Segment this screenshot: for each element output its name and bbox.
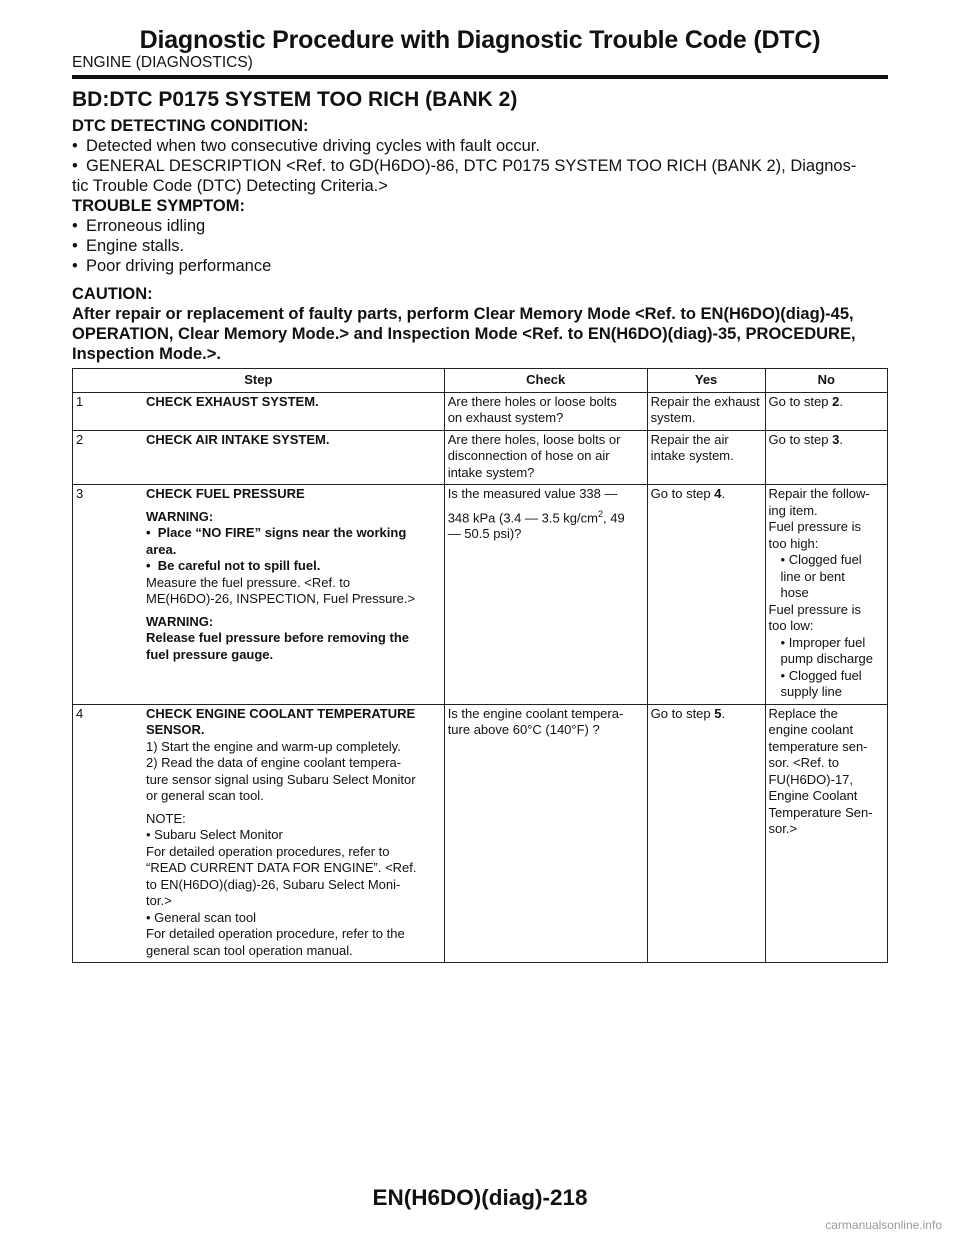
symptom-item: • Poor driving performance [72, 257, 272, 275]
no-cell: Go to step 3. [765, 430, 887, 485]
step-number: 1 [76, 393, 84, 409]
detecting-item-cont: tic Trouble Code (DTC) Detecting Criteria.> [72, 177, 388, 195]
caution-line: Inspection Mode.>. [72, 345, 221, 363]
check-cell: Are there holes, loose bolts or disconnection of hose on air intake system? [444, 430, 647, 485]
step-title: CHECK ENGINE COOLANT TEMPERATURE SENSOR. [146, 705, 416, 737]
header-check: Check [444, 369, 647, 393]
warning-heading: WARNING: [146, 508, 214, 524]
yes-cell: Go to step 4. [647, 485, 765, 705]
check-cell: Are there holes or loose bolts on exhaust system? [444, 392, 647, 430]
detecting-item: • Detected when two consecutive driving cycles with fault occur. [72, 137, 540, 155]
note-heading: NOTE: [146, 810, 186, 826]
no-list-item: • Clogged fuel [780, 552, 862, 567]
step-body: 1) Start the engine and warm-up completely. 2) Read the data of engine coolant tempera- ture sensor signal using Subaru Select Monitor or general scan tool. NOTE: • Subaru Select Monitor For detailed operation procedures, refer to “READ CURRENT DATA FOR ENGINE”. <Ref. to EN(H6DO)(diag)-26, Subaru Select Moni- tor.> • General scan tool For detailed operation procedure, refer to the general scan tool operation manual. [146, 739, 441, 960]
yes-cell: Go to step 5. [647, 704, 765, 963]
step-number: 3 [76, 486, 84, 501]
symptom-item: • Erroneous idling [72, 217, 206, 235]
warning-item: • Place “NO FIRE” signs near the working [146, 525, 407, 540]
yes-cell: Repair the exhaust system. [647, 392, 765, 430]
symptom-item: • Engine stalls. [72, 237, 185, 255]
diagnostic-table [72, 368, 888, 963]
step-number: 4 [76, 705, 84, 721]
page-title: Diagnostic Procedure with Diagnostic Trouble Code (DTC) [139, 26, 821, 54]
table-row [73, 704, 888, 963]
measure-text: Measure the fuel pressure. <Ref. to [146, 574, 351, 590]
caution-line: OPERATION, Clear Memory Mode.> and Inspection Mode <Ref. to EN(H6DO)(diag)-35, PROCEDURE, [72, 325, 856, 343]
table-row [73, 430, 888, 485]
step-title: CHECK EXHAUST SYSTEM. [146, 393, 319, 409]
table-header-row [73, 369, 888, 393]
no-cell: Repair the follow- ing item. Fuel pressure is too high: • Clogged fuel line or bent hose Fuel pressure is too low: • Improper fuel pump discharge • Clogged fuel supply line [765, 485, 887, 705]
watermark: carmanualsonline.info [825, 1218, 942, 1232]
detecting-heading: DTC DETECTING CONDITION: [72, 117, 309, 135]
warning-item: • Be careful not to spill fuel. [146, 558, 321, 573]
step-title: CHECK FUEL PRESSURE [146, 486, 305, 501]
check-cell: Is the engine coolant tempera- ture above 60°C (140°F) ? [444, 704, 647, 963]
caution-heading: CAUTION: [72, 285, 153, 303]
step-body: WARNING: • Place “NO FIRE” signs near the working area. • Be careful not to spill fuel. Measure the fuel pressure. <Ref. to ME(H6DO)-26, INSPECTION, Fuel Pressure.> WARNING: Release fuel pressure before removing the fuel pressure gauge. [146, 509, 441, 664]
step-cell [73, 704, 445, 963]
table-row [73, 485, 888, 705]
section-title: BD:DTC P0175 SYSTEM TOO RICH (BANK 2) [72, 88, 518, 111]
step-number: 2 [76, 431, 84, 447]
yes-cell: Repair the air intake system. [647, 430, 765, 485]
header-divider [72, 75, 888, 79]
table-row [73, 392, 888, 430]
chapter-subtitle: ENGINE (DIAGNOSTICS) [72, 54, 253, 71]
step-title: CHECK AIR INTAKE SYSTEM. [146, 431, 330, 447]
header-yes: Yes [647, 369, 765, 393]
check-cell: Is the measured value 338 — 348 kPa (3.4 — 3.5 $kg/cm^2$, 49 — 50.5 psi)? [444, 485, 647, 705]
intro-section [72, 86, 888, 364]
caution-line: After repair or replacement of faulty parts, perform Clear Memory Mode <Ref. to EN(H6DO)(diag)-45, [72, 305, 854, 323]
page-number: EN(H6DO)(diag)-218 [372, 1185, 588, 1210]
step-cell [73, 392, 445, 430]
warning-heading: WARNING: [146, 613, 214, 629]
symptom-heading: TROUBLE SYMPTOM: [72, 197, 245, 215]
header-no: No [765, 369, 887, 393]
detecting-item: • GENERAL DESCRIPTION <Ref. to GD(H6DO)-86, DTC P0175 SYSTEM TOO RICH (BANK 2), Diagnos- [72, 157, 857, 175]
no-list-item: • Clogged fuel [780, 667, 862, 683]
header-step: Step [73, 369, 445, 393]
step-cell [73, 430, 445, 485]
no-cell: Replace the engine coolant temperature sen- sor. <Ref. to FU(H6DO)-17, Engine Coolant Temperature Sen- sor.> [765, 704, 887, 963]
no-list-item: • Improper fuel [780, 634, 866, 650]
step-cell [73, 485, 445, 705]
no-cell: Go to step 2. [765, 392, 887, 430]
